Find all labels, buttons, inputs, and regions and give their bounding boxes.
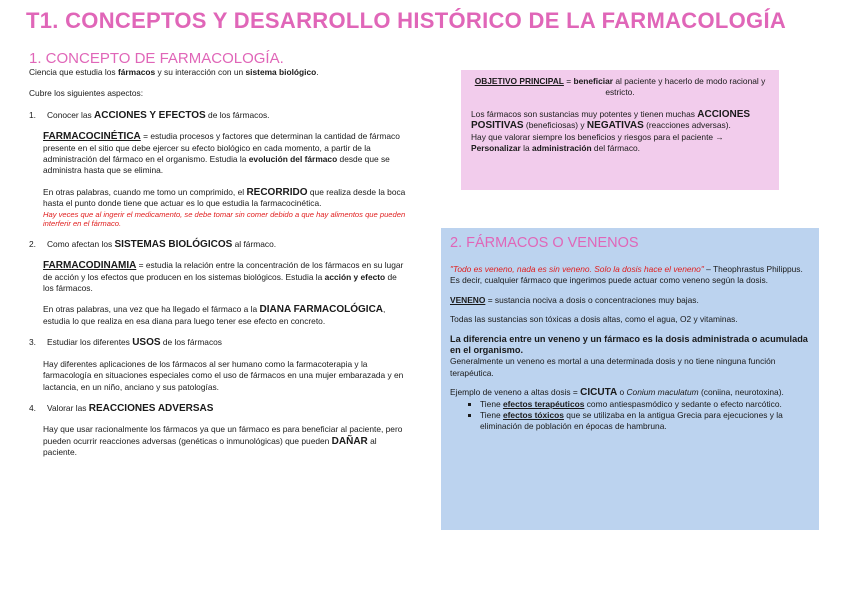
cicuta-effects-list [450,399,810,433]
section2-box [441,228,819,530]
aspect-2: 2. Como afectan los SISTEMAS BIOLÓGICOS al fármaco. [29,238,277,250]
cicuta-example: Ejemplo de veneno a altas dosis = CICUTA o Conium maculatum (coniina, neurotoxina). [450,387,784,399]
difference-bold: La diferencia entre un veneno y un fármaco es la dosis administrada o acumulada en el organismo. [450,333,808,356]
list-item: ▪ Tiene efectos tóxicos que se utilizaba en la antigua Grecia para ejecuciones y la eliminación de población en épocas de hambruna. [480,410,810,433]
section2-heading: 2. FÁRMACOS O VENENOS [450,235,639,251]
red-note: Hay veces que al ingerir el medicamento, se debe tomar sin comer debido a que hay alimentos que pueden interferir en el fármaco. [43,209,406,229]
definition: Ciencia que estudia los fármacos y su interacción con un sistema biológico. [29,67,319,77]
section1-heading: 1. CONCEPTO DE FARMACOLOGÍA. [29,50,284,67]
farmacocinetica-def: FARMACOCINÉTICA = estudia procesos y factores que determinan la cantidad de fármaco presente en el sitio que debe ejercer su efecto biológico en cada momento, a partir de la administración del fármaco en el organismo. Estudia la evolución del fármaco desde que se administra hasta que se elimina. [43,131,400,176]
quote-explanation: Es decir, cualquier fármaco que ingerimos puede actuar como veneno según la dosis. [450,275,768,286]
toxic-substances: Todas las sustancias son tóxicas a dosis altas, como el agua, O2 y vitaminas. [450,314,738,325]
difference-text: Generalmente un veneno es mortal a una determinada dosis y no tiene ninguna función terapéutica. [450,356,776,378]
aspect-1: 1. Conocer las ACCIONES Y EFECTOS de los fármacos. [29,109,270,121]
section1-body [29,67,409,459]
page-title: T1. CONCEPTOS Y DESARROLLO HISTÓRICO DE LA FARMACOLOGÍA [26,8,787,33]
objective-line: OBJETIVO PRINCIPAL = beneficiar al paciente y hacerlo de modo racional y estricto. [474,76,766,98]
list-item: ▪ Tiene efectos terapéuticos como antiespasmódico y sedante o efecto narcótico. [480,399,810,410]
covers-intro: Cubre los siguientes aspectos: [29,88,144,99]
objective-actions: Los fármacos son sustancias muy potentes y tienen muchas ACCIONES POSITIVAS (beneficiosas) y NEGATIVAS (reacciones adversas). [471,108,751,132]
quote: "Todo es veneno, nada es sin veneno. Solo la dosis hace el veneno" – Theophrastus Philippus. [450,264,803,274]
usos-text: Hay diferentes aplicaciones de los fármacos al ser humano como la farmacoterapia y la farmacología en situaciones especiales como el uso de fármacos en una mujer embarazada y en lactancia, en un niño, anciano y sus patologías. [43,358,404,392]
reacciones-text: Hay que usar racionalmente los fármacos ya que un fármaco es para beneficiar al paciente, pero pueden ocurrir reacciones adversas (genéticas o inmunológicas) que pueden DAÑAR al paciente. [43,424,403,458]
farmacocinetica-example: En otras palabras, cuando me tomo un comprimido, el RECORRIDO que realiza desde la boca hasta el punto donde tiene que actuar es lo que estudia la farmacocinética. [43,186,406,209]
objective-box [461,70,779,190]
objective-personalize: Hay que valorar siempre los beneficios y riesgos para el paciente → Personalizar la administración del fármaco. [471,131,724,154]
farmacodinamia-def: FARMACODINAMIA = estudia la relación entre la concentración de los fármacos en su lugar de acción y los efectos que producen en los sistemas biológicos. Estudia la acción y efecto de los fármacos. [43,260,404,294]
aspect-3: 3. Estudiar los diferentes USOS de los fármacos [29,337,222,349]
veneno-def: VENENO = sustancia nociva a dosis o concentraciones muy bajas. [450,294,699,305]
aspect-4: 4. Valorar las REACCIONES ADVERSAS [29,402,214,414]
farmacodinamia-example: En otras palabras, una vez que ha llegado el fármaco a la DIANA FARMACOLÓGICA, estudia lo que realiza en esa diana para luego tener ese efecto en concreto. [43,304,386,326]
